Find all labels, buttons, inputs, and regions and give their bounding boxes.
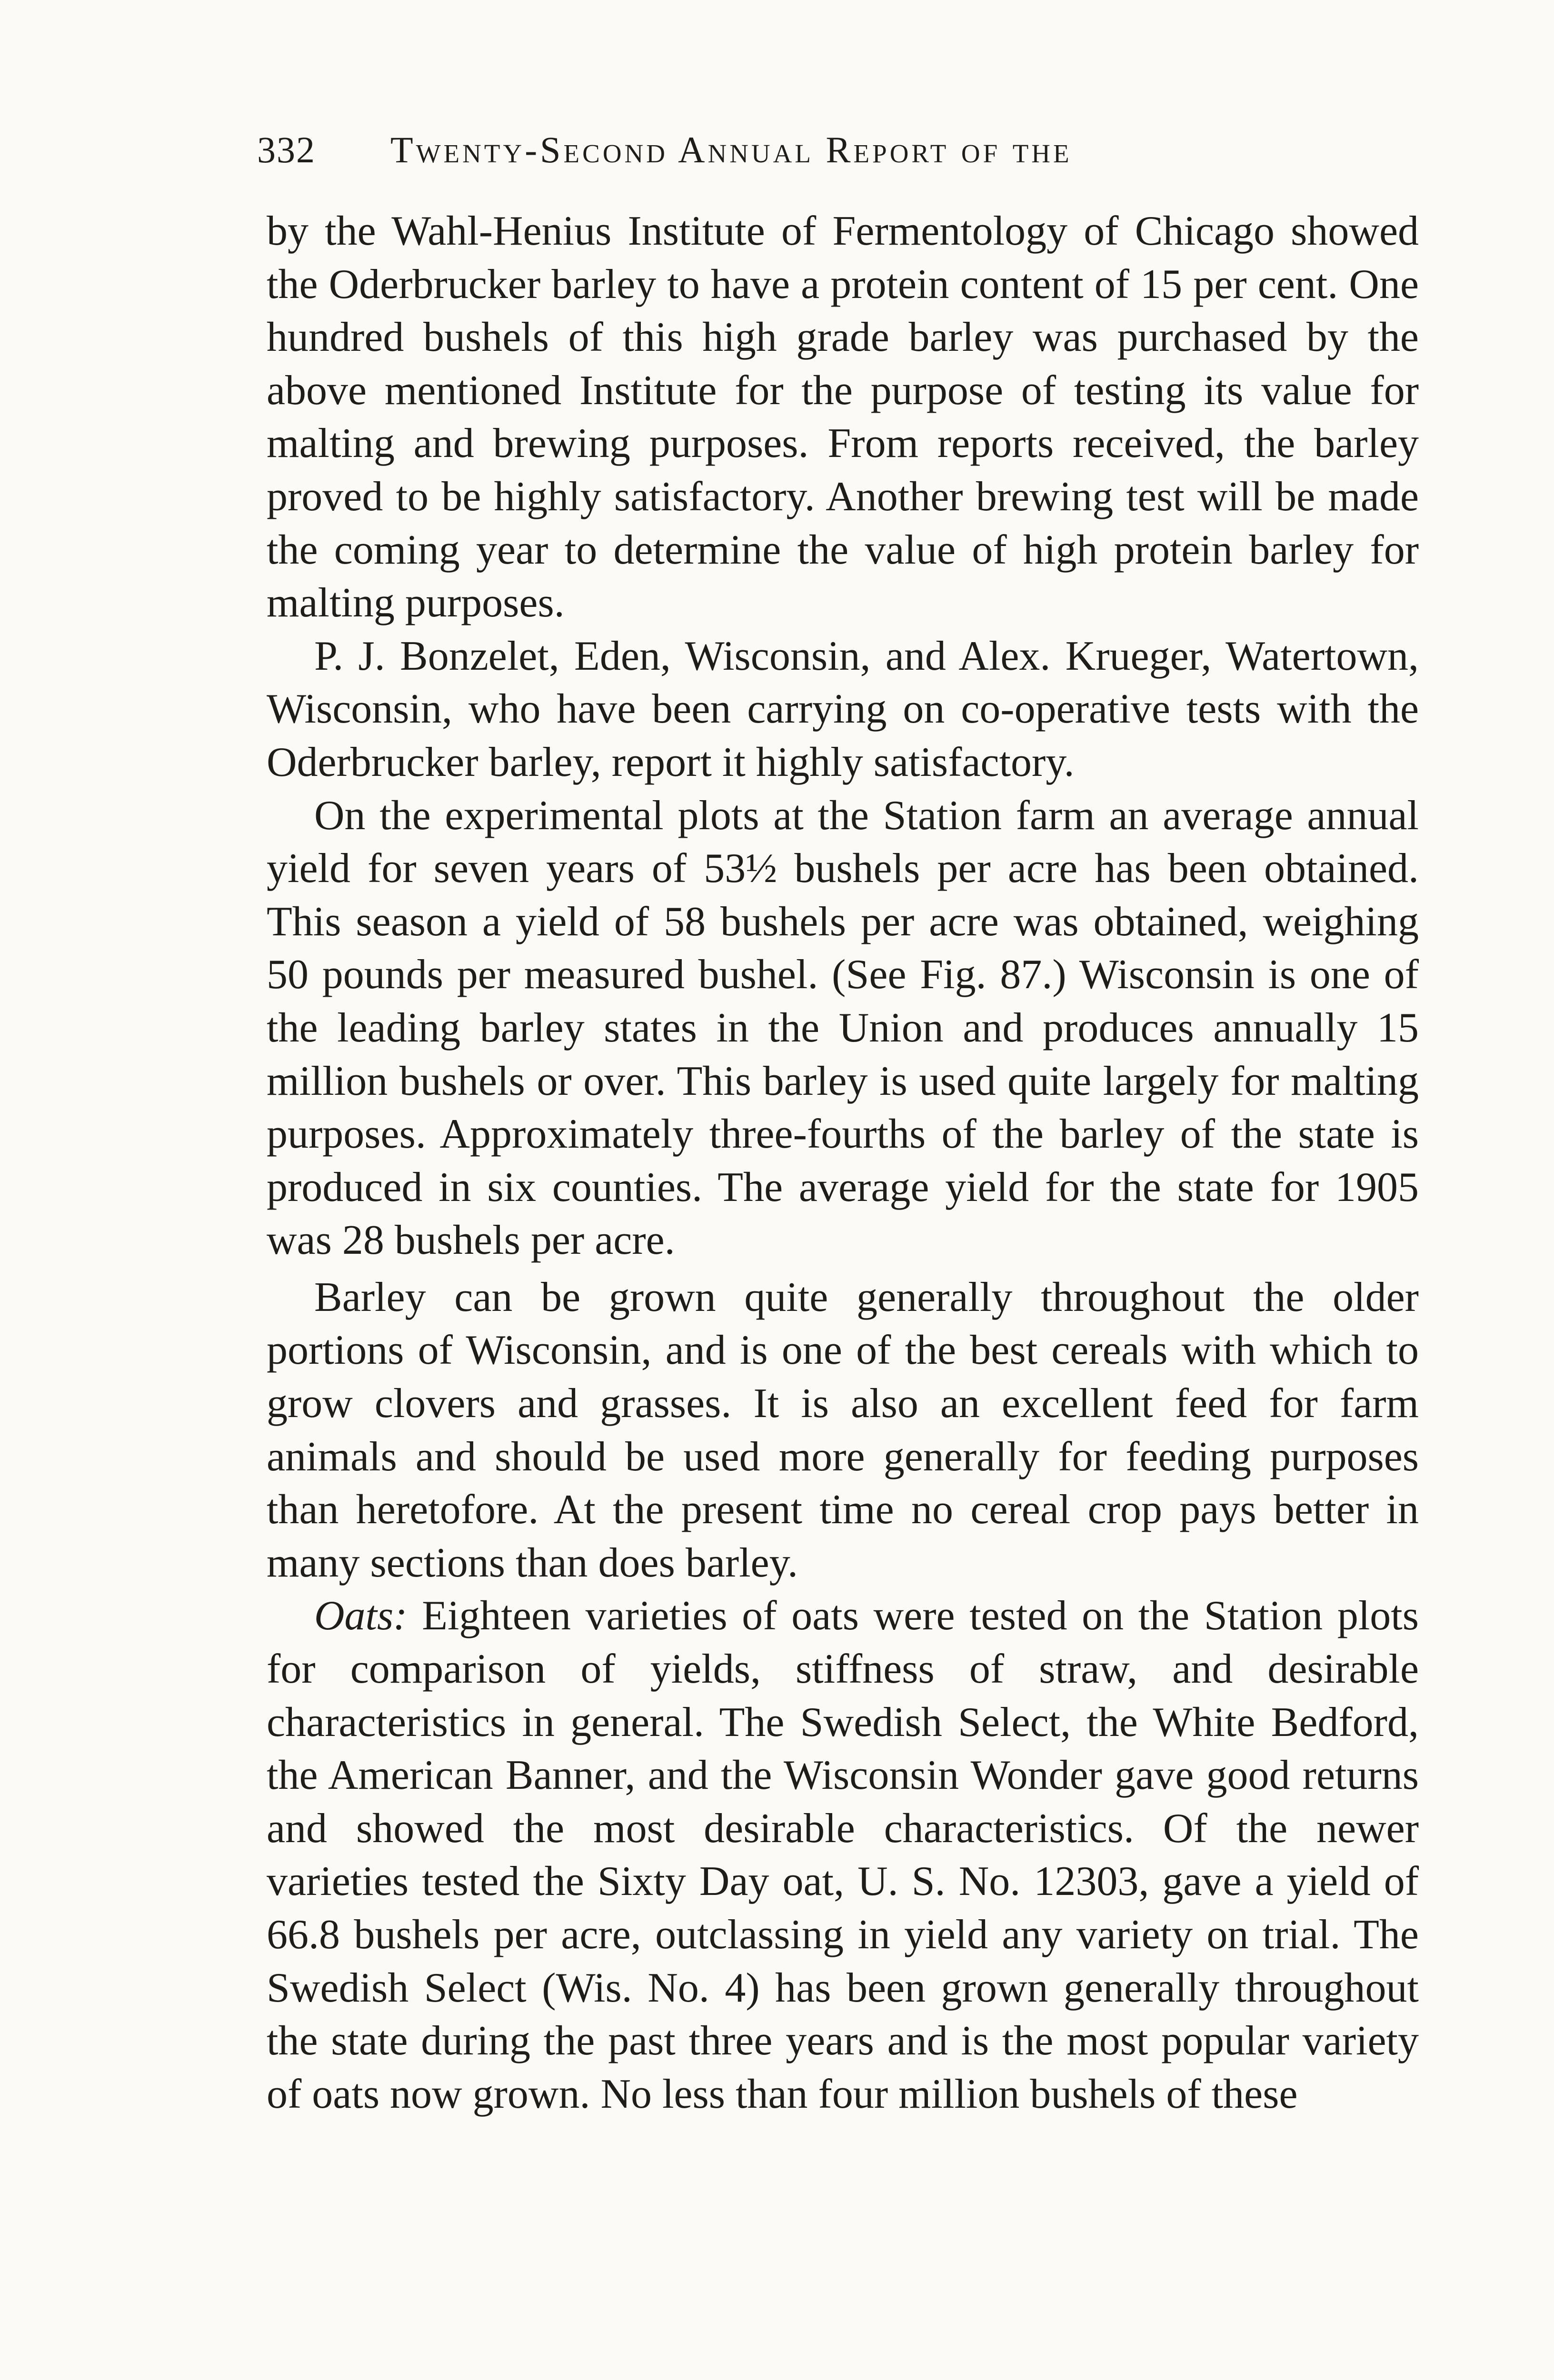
paragraph-oats [267,1589,1419,2121]
body-text [267,205,1419,2121]
paragraph-cooperative-tests: P. J. Bonzelet, Eden, Wisconsin, and Alex. Krueger, Watertown, Wisconsin, who have been carrying on co-operative tests with the Oderbrucker barley, report it highly satisfactory. [267,633,1419,785]
running-head: Twenty-Second Annual Report of the [390,129,1072,170]
paragraph-station-yields: On the experimental plots at the Station farm an average annual yield for seven years of 53½ bushels per acre has been obtained. This season a yield of 58 bushels per acre was obtained, weighing 50 pounds per measured bushel. (See Fig. 87.) Wisconsin is one of the leading barley states in the Union and produces annually 15 million bushels or over. This barley is used quite largely for malting purposes. Approximately three-fourths of the barley of the state is produced in six counties. The average yield for the state for 1905 was 28 bushels per acre. [267,792,1419,1264]
oats-run-in-heading: Oats: [314,1593,408,1639]
page-header [257,119,1419,181]
oats-paragraph-text: Eighteen varieties of oats were tested on the Station plots for comparison of yields, stiffness of straw, and desirable characteristics in general. The Swedish Select, the White Bedford, the American Banner, and the Wisconsin Wonder gave good returns and showed the most desirable characteristics. Of the newer varieties tested the Sixty Day oat, U. S. No. 12303, gave a yield of 66.8 bushels per acre, outclassing in yield any variety on trial. The Swedish Select (Wis. No. 4) has been grown generally throughout the state during the past three years and is the most popular variety of oats now grown. No less than four million bushels of these [267,1593,1419,2117]
paragraph-protein-test: by the Wahl-Henius Institute of Fermentology of Chicago showed the Oderbrucker barley to have a protein content of 15 per cent. One hundred bushels of this high grade barley was purchased by the above mentioned Institute for the purpose of testing its value for malting and brewing purposes. From reports received, the barley proved to be highly satisfactory. Another brewing test will be made the coming year to determine the value of high protein barley for malting purposes. [267,208,1419,626]
paragraph-barley-culture: Barley can be grown quite generally throughout the older portions of Wisconsin, and is one of the best cereals with which to grow clovers and grasses. It is also an excellent feed for farm animals and should be used more generally for feeding purposes than heretofore. At the present time no cereal crop pays better in many sections than does barley. [267,1274,1419,1586]
page-number: 332 [257,129,316,170]
